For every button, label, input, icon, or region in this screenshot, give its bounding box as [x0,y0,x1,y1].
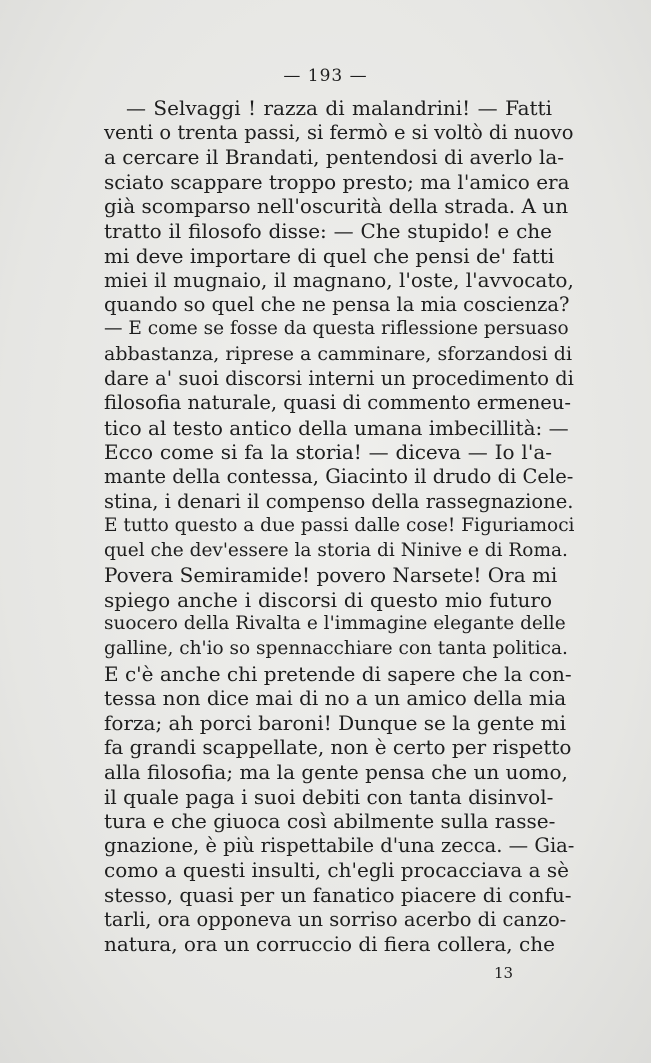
text-line: stesso, quasi per un fanatico piacere di confu- [104,883,572,907]
text-line: filosofia naturale, quasi di commento ermeneu- [104,391,571,415]
text-line: abbastanza, riprese a camminare, sforzandosi di [104,342,573,365]
text-line: mante della contessa, Giacinto il drudo di Cele- [104,464,574,488]
text-line: venti o trenta passi, si fermò e si voltò di nuovo [104,120,574,144]
text-line: tura e che giuoca così abilmente sulla rasse- [104,809,556,834]
page-number: — 193 — [283,66,368,86]
text-line: E tutto questo a due passi dalle cose! Figuriamoci [104,515,575,537]
text-line: mi deve importare di quel che pensi de' fatti [104,243,555,268]
text-line: spiego anche i discorsi di questo mio futuro [104,587,552,612]
text-line: a cercare il Brandati, pentendosi di averlo la- [104,145,565,170]
text-line: — Selvaggi ! razza di malandrini! — Fatti [126,96,552,120]
text-line: natura, ora un corruccio di fiera collera, che [104,932,555,957]
text-line: quando so quel che ne pensa la mia coscienza? [104,292,570,316]
signature-mark: 13 [494,964,514,982]
text-line: forza; ah porci baroni! Dunque se la gente mi [104,710,567,735]
text-line: E c'è anche chi pretende di sapere che la con- [104,661,572,686]
text-line: como a questi insulti, ch'egli procacciava a sè [104,858,570,883]
text-line: — E come se fosse da questa riflessione persuaso [104,318,569,340]
text-line: Ecco come si fa la storia! — diceva — Io l'a- [104,440,552,465]
text-line: tratto il filosofo disse: — Che stupido! e che [104,218,552,243]
text-line: tarli, ora opponeva un sorriso acerbo di canzo- [104,907,567,931]
text-line: tico al testo antico della umana imbecillità: — [104,415,569,440]
text-line: il quale paga i suoi debiti con tanta disinvol- [104,784,554,809]
text-line: Povera Semiramide! povero Narsete! Ora mi [104,563,558,588]
text-line: alla filosofia; ma la gente pensa che un uomo, [104,760,568,785]
text-line: quel che dev'essere la storia di Ninive e di Roma. [104,539,568,561]
text-line: gnazione, è più rispettabile d'una zecca. — Gia- [104,833,575,857]
text-line: suocero della Rivalta e l'immagine elegante delle [104,613,566,635]
text-line: stina, i denari il compenso della rassegnazione. [104,489,574,513]
text-line: fa grandi scappellate, non è certo per rispetto [104,735,572,760]
body-text [104,96,575,957]
text-line: sciato scappare troppo presto; ma l'amico era [104,169,570,194]
text-line: galline, ch'io so spennacchiare con tanta politica. [104,638,568,660]
text-line: tessa non dice mai di no a un amico della mia [104,686,567,711]
text-line: già scomparso nell'oscurità della strada. A un [104,194,569,219]
text-line: dare a' suoi discorsi interni un procedimento di [104,366,574,390]
text-line: miei il mugnaio, il magnano, l'oste, l'avvocato, [104,268,574,293]
